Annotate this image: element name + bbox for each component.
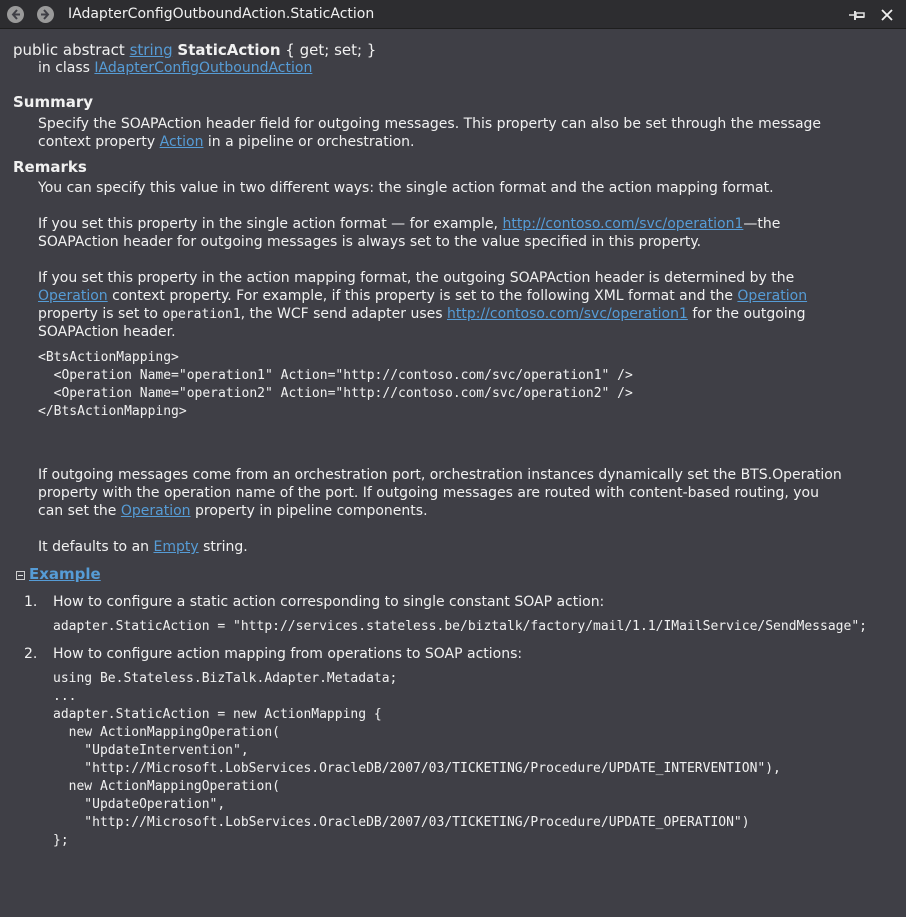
remarks-p5: [38, 538, 248, 556]
xml-code-line: <BtsActionMapping>: [38, 350, 179, 365]
remarks-p2-line1: [38, 215, 780, 233]
signature-prefix: public abstract: [13, 41, 130, 59]
inline-code: operation1: [162, 307, 241, 322]
p5-post: string.: [198, 539, 248, 555]
remarks-p2-line2: SOAPAction header for outgoing messages is always set to the value specified in this property.: [38, 234, 702, 250]
back-button[interactable]: [7, 6, 24, 23]
example-code-line: new ActionMappingOperation(: [53, 725, 280, 740]
p3-mid2: , the WCF send adapter uses: [240, 306, 447, 322]
p3-mid: context property. For example, if this property is set to the following XML format and the: [107, 288, 738, 304]
summary-pre: context property: [38, 134, 160, 150]
pin-icon[interactable]: [848, 7, 866, 26]
xml-code-line: <Operation Name="operation1" Action="http://contoso.com/svc/operation1" />: [38, 368, 633, 383]
window-title: IAdapterConfigOutboundAction.StaticAction: [68, 6, 375, 22]
member-name: StaticAction: [177, 41, 281, 59]
example-code-line: ...: [53, 689, 77, 704]
remarks-p3-line2: [38, 287, 807, 305]
p2-pre: If you set this property in the single action format — for example,: [38, 216, 503, 232]
example-code-line: "UpdateOperation",: [53, 797, 226, 812]
p3-pre: property is set to: [38, 306, 163, 322]
window-titlebar: [0, 0, 906, 29]
p2-post: —the: [743, 216, 781, 232]
forward-button[interactable]: [37, 6, 54, 23]
xml-code-line: <Operation Name="operation2" Action="http://contoso.com/svc/operation2" />: [38, 386, 633, 401]
example-item-text: How to configure a static action corresponding to single constant SOAP action:: [53, 594, 605, 610]
summary-post: in a pipeline or orchestration.: [203, 134, 415, 150]
member-signature: [13, 41, 376, 59]
operation-link[interactable]: Operation: [737, 288, 808, 304]
remarks-heading: Remarks: [13, 158, 87, 176]
example-item-number: 1.: [24, 594, 38, 610]
in-class-label: in class: [38, 60, 95, 76]
remarks-p3-line4: SOAPAction header.: [38, 324, 176, 340]
example-code-line: using Be.Stateless.BizTalk.Adapter.Metadata;: [53, 671, 398, 686]
example-code-line: "http://Microsoft.LobServices.OracleDB/2007/03/TICKETING/Procedure/UPDATE_INTERVENTION"),: [53, 761, 781, 776]
summary-heading: Summary: [13, 93, 94, 111]
summary-text-line1: Specify the SOAPAction header field for outgoing messages. This property can also be set through the message: [38, 116, 822, 132]
collapse-minus-icon[interactable]: [16, 571, 25, 580]
action-link[interactable]: Action: [159, 134, 204, 150]
p5-pre: It defaults to an: [38, 539, 154, 555]
class-link[interactable]: IAdapterConfigOutboundAction: [94, 60, 313, 76]
operation-link[interactable]: Operation: [38, 288, 108, 304]
operation1-url-link[interactable]: http://contoso.com/svc/operation1: [447, 306, 688, 322]
operation-link[interactable]: Operation: [120, 503, 191, 519]
example-heading-link[interactable]: Example: [29, 565, 101, 583]
example-code-line: adapter.StaticAction = "http://services.stateless.be/biztalk/factory/mail/1.1/IMailService/SendMessage";: [53, 619, 867, 634]
remarks-p4-line3: [38, 502, 428, 520]
remarks-p3-line1: If you set this property in the action mapping format, the outgoing SOAPAction header is determined by the: [38, 270, 795, 286]
p4-post: property in pipeline components.: [190, 503, 428, 519]
remarks-p3-line3: [38, 305, 806, 324]
operation1-url-link[interactable]: http://contoso.com/svc/operation1: [502, 216, 744, 232]
remarks-p4-line1: If outgoing messages come from an orchestration port, orchestration instances dynamically set the BTS.Operation: [38, 467, 842, 483]
example-code-line: "UpdateIntervention",: [53, 743, 249, 758]
remarks-p4-line2: property with the operation name of the port. If outgoing messages are routed with content-based routing, you: [38, 485, 819, 501]
signature-suffix: { get; set; }: [280, 41, 377, 59]
example-code-line: "http://Microsoft.LobServices.OracleDB/2007/03/TICKETING/Procedure/UPDATE_OPERATION"): [53, 815, 750, 830]
p3-post: for the outgoing: [687, 306, 806, 322]
example-code-line: adapter.StaticAction = new ActionMapping {: [53, 707, 382, 722]
close-icon[interactable]: [880, 7, 894, 26]
type-link[interactable]: string: [129, 41, 173, 59]
p4-pre: can set the: [38, 503, 121, 519]
example-item-text: How to configure action mapping from operations to SOAP actions:: [53, 646, 523, 662]
summary-text-line2: [38, 133, 415, 151]
member-class-line: [38, 59, 312, 77]
remarks-p1: You can specify this value in two different ways: the single action format and the action mapping format.: [38, 180, 774, 196]
example-code-line: };: [53, 833, 69, 848]
xml-code-line: </BtsActionMapping>: [38, 404, 187, 419]
example-item-number: 2.: [24, 646, 38, 662]
empty-link[interactable]: Empty: [153, 539, 199, 555]
example-code-line: new ActionMappingOperation(: [53, 779, 280, 794]
